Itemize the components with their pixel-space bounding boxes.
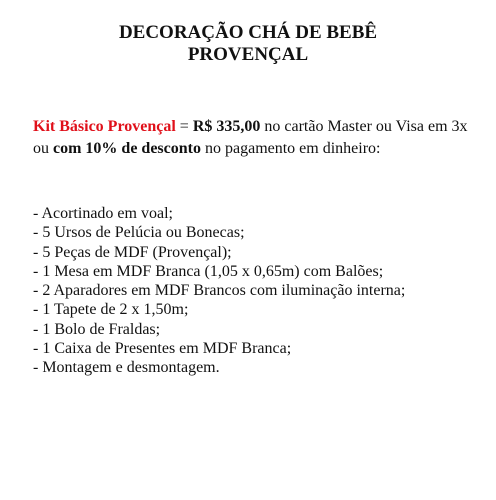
discount-text: com 10% de desconto <box>53 140 201 157</box>
list-item: - Acortinado em voal; <box>33 205 173 222</box>
list-item: - 1 Tapete de 2 x 1,50m; <box>33 301 189 319</box>
list-item: - 1 Caixa de Presentes em MDF Branca; <box>33 340 292 358</box>
offer-paragraph <box>33 116 473 160</box>
payment-terms-end: no pagamento em dinheiro: <box>200 140 381 157</box>
page-title <box>0 22 496 66</box>
payment-terms: no cartão Master ou Visa em 3x ou <box>33 118 468 157</box>
list-item: - 5 Ursos de Pelúcia ou Bonecas; <box>33 224 245 242</box>
title-line-2: PROVENÇAL <box>187 44 309 65</box>
list-item: - 1 Mesa em MDF Branca (1,05 x 0,65m) com Balões; <box>33 262 384 280</box>
list-item: - 5 Peças de MDF (Provençal); <box>33 243 232 261</box>
list-item: - Montagem e desmontagem. <box>33 359 220 377</box>
list-item: - 1 Bolo de Fraldas; <box>33 320 161 338</box>
price: R$ 335,00 <box>192 118 261 135</box>
title-line-1: DECORAÇÃO CHÁ DE BEBÊ <box>118 22 378 43</box>
item-list <box>33 204 483 378</box>
kit-name: Kit Básico Provençal <box>33 118 176 135</box>
equals-sign: = <box>175 118 193 135</box>
list-item: - 2 Aparadores em MDF Brancos com iluminação interna; <box>33 282 406 300</box>
